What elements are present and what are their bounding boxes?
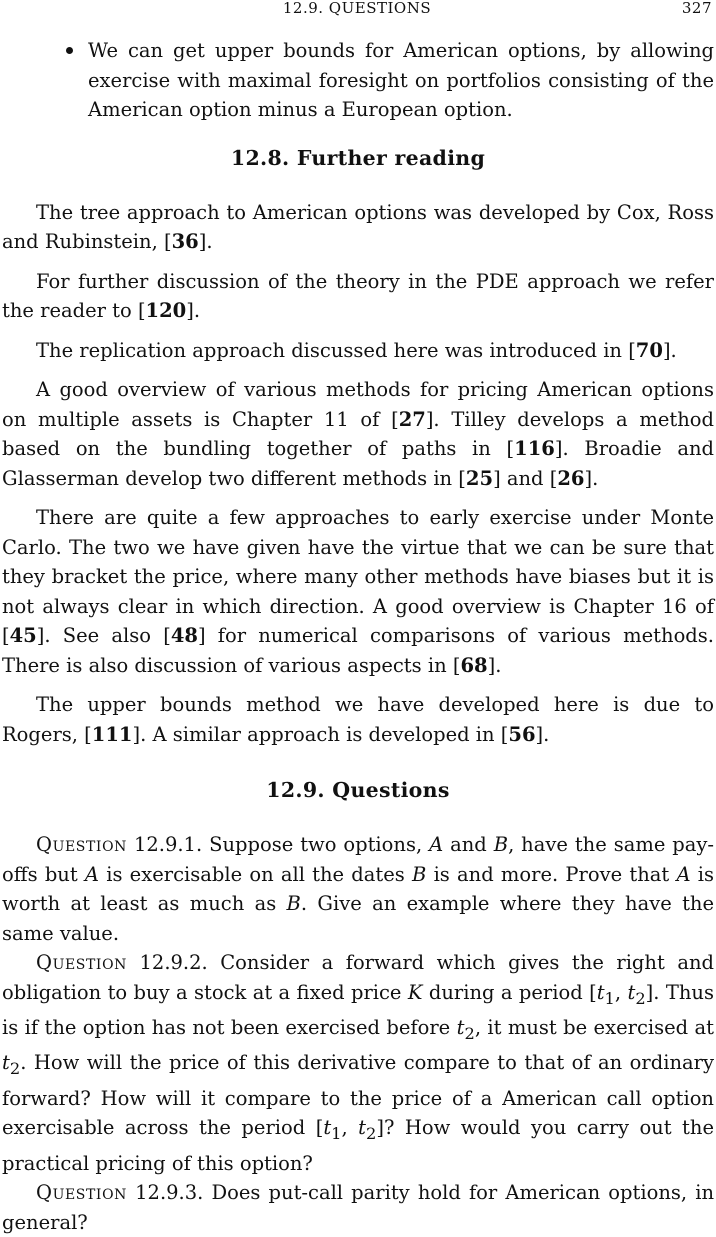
text: . How will the price of this derivative compare to that of an ordinary forward? How will it compare to the price of a American call option exercisable across the period [ [2, 1051, 714, 1140]
math-var: B [286, 892, 301, 915]
text: is exercisable on all the dates [99, 862, 413, 886]
math-subscript: 1 [604, 988, 615, 1008]
section-heading-further-reading: 12.8. Further reading [230, 145, 486, 170]
citation-ref: 68 [460, 653, 488, 677]
math-var: A [676, 862, 691, 886]
page-number: 327 [681, 0, 712, 17]
running-head-title: 12.9. QUESTIONS [282, 0, 432, 17]
text: , [614, 980, 628, 1004]
citation-ref: 120 [145, 299, 187, 322]
citation-ref: 48 [170, 624, 198, 647]
question-label: Question [36, 951, 127, 974]
question-number: 12.9.3. [135, 1181, 204, 1205]
citation-ref: 45 [9, 624, 37, 647]
text: , it must be exercised at [474, 1015, 714, 1039]
bullet-list [88, 36, 714, 125]
text: The tree approach to American options was developed by Cox, Ross and Rubinstein, [ [2, 200, 714, 253]
question-label: Question [36, 833, 127, 856]
text: during a period [ [422, 980, 597, 1004]
citation-ref: 56 [508, 722, 536, 746]
text: Consider a forward which gives the right and obligation to buy a stock at a fixed price [2, 951, 714, 1004]
math-var: K [407, 980, 423, 1004]
math-var: t [2, 1051, 10, 1075]
bullet-item [88, 36, 714, 125]
text: ]? How would you carry out the practical pricing of this option? [2, 1116, 714, 1175]
text: ]. [662, 338, 677, 362]
paragraph-overview-methods [2, 375, 714, 493]
text: ]. Broadie and Glasserman develop two different methods in [ [2, 437, 714, 490]
text: ]. [487, 653, 502, 677]
section-heading-questions: 12.9. Questions [266, 778, 450, 802]
running-head [0, 0, 714, 19]
math-subscript: 2 [464, 1023, 475, 1043]
text: , [341, 1116, 359, 1140]
math-var: A [84, 862, 99, 886]
text: For further discussion of the theory in the PDE approach we refer the reader to [ [2, 269, 714, 322]
text: There are quite a few approaches to early exercise under Monte Carlo. The two we have given have the virtue that we can be sure that they bracket the price, where many other methods have biases but it is not always clear in which direction. A good overview is Chapter 16 of [ [2, 506, 714, 647]
citation-ref: 116 [514, 437, 555, 460]
text: ]. [186, 299, 201, 322]
citation-ref: 26 [557, 466, 585, 490]
bullet-icon [66, 47, 73, 54]
math-var: t [627, 980, 636, 1004]
paragraph-upper-bounds [2, 690, 714, 749]
text: is and more. Prove that [426, 862, 677, 886]
math-var: B [493, 833, 509, 856]
text: ]. A similar approach is developed in [ [132, 722, 509, 746]
math-var: t [358, 1116, 367, 1140]
citation-ref: 36 [171, 230, 199, 253]
paragraph-pde-approach [2, 267, 714, 326]
math-var: t [323, 1116, 332, 1140]
text: is worth at least as much as [2, 862, 714, 915]
citation-ref: 25 [465, 466, 494, 490]
citation-ref: 27 [398, 407, 426, 431]
paragraph-tree-approach [2, 198, 714, 257]
math-subscript: 1 [331, 1124, 342, 1144]
math-var: A [429, 833, 444, 856]
text: ]. See also [ [36, 624, 171, 647]
text: The replication approach discussed here was introduced in [ [36, 338, 636, 362]
math-var: t [596, 980, 605, 1004]
question-number: 12.9.1. [133, 833, 203, 856]
paragraph-monte-carlo [2, 503, 714, 680]
question-number: 12.9.2. [139, 951, 208, 974]
text: ]. [198, 230, 213, 253]
question-3 [2, 1178, 714, 1237]
question-2 [2, 948, 714, 1178]
math-subscript: 2 [635, 988, 646, 1008]
text: A good overview of various methods for pricing American options on multiple assets is Chapter 11 of [ [2, 378, 714, 431]
math-var: B [412, 862, 427, 886]
text: ]. Tilley develops a method based on the bundling together of paths in [ [2, 407, 714, 460]
body-text [2, 36, 714, 1237]
text: Does put-call parity hold for American options, in general? [2, 1181, 715, 1234]
text: , have the same pay-offs but [2, 833, 715, 886]
text: The upper bounds method we have developed here is due to Rogers, [ [2, 693, 714, 746]
question-1 [2, 830, 714, 948]
text: ]. [584, 466, 599, 490]
text: Suppose two options, [202, 833, 430, 856]
text: ] for numerical comparisons of various methods. There is also discussion of various aspects in [ [2, 624, 714, 677]
math-var: t [456, 1015, 465, 1039]
text: and [443, 833, 494, 856]
citation-ref: 111 [91, 722, 133, 746]
bullet-text: We can get upper bounds for American options, by allowing exercise with maximal foresight on portfolios consisting of the American option minus a European option. [88, 39, 714, 121]
text: ]. Thus is if the option has not been exercised before [2, 980, 714, 1039]
text: ]. [535, 722, 550, 746]
text: . Give an example where they have the same value. [2, 892, 715, 945]
text: ] and [ [493, 466, 558, 490]
question-label: Question [36, 1181, 127, 1205]
math-subscript: 2 [366, 1124, 377, 1144]
math-subscript: 2 [9, 1059, 21, 1079]
paragraph-replication [2, 336, 714, 366]
citation-ref: 70 [635, 338, 663, 362]
